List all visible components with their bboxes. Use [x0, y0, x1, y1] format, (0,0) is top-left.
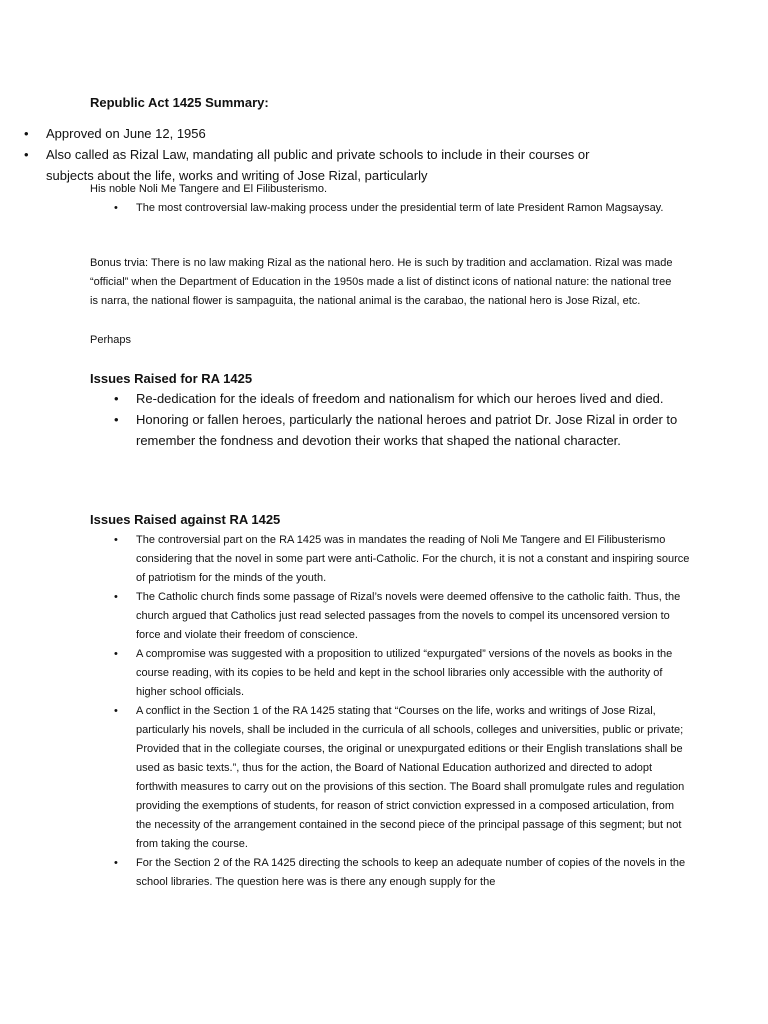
summary-heading: Republic Act 1425 Summary:: [90, 95, 269, 110]
summary-list: [0, 123, 600, 186]
issues-against-bullet-2: • The Catholic church finds some passage of Rizal’s novels were deemed offensive to the catholic faith. Thus, the church argued that Catholics just read selected passages from the novels to compel its uncensored version to force and violate their freedom of conscience.: [90, 588, 692, 645]
issues-against-bullet-5: • For the Section 2 of the RA 1425 directing the schools to keep an adequate number of copies of the novels in the school libraries. The question here was is there any enough supply for the: [90, 854, 692, 892]
issues-against-bullet-4: • A conflict in the Section 1 of the RA 1425 stating that “Courses on the life, works and writings of Jose Rizal, particularly his novels, shall be included in the curricula of all schools, colleges and universities, public or private; Provided that in the collegiate courses, the original or unexpurgated editions or their English translations shall be used as basic texts.”, thus for the action, the Board of National Education authorized and directed to adopt forthwith measures to carry out on the provisions of this section. The Board shall promulgate rules and regulation providing the exemptions of students, for reason of strict conviction expressed in a composed articulation, from the necessity of the arrangement contained in the second piece of the principal passage of this segment; but not from taking the course.: [90, 702, 692, 854]
summary-bullet-3: • The most controversial law-making process under the presidential term of late President Ramon Magsaysay.: [90, 199, 690, 218]
issues-for-heading: Issues Raised for RA 1425: [90, 371, 253, 386]
summary-list-2: [90, 199, 690, 218]
trivia-paragraph: Bonus trvia: There is no law making Rizal as the national hero. He is such by tradition and acclamation. Rizal was made “official” when the Department of Education in the 1950s made a list of distinct icons of national nature: the national tree is narra, the national flower is sampaguita, the national animal is the carabao, the national hero is Jose Rizal, etc.: [90, 257, 673, 307]
issues-against-heading: Issues Raised against RA 1425: [90, 512, 281, 527]
issues-against-list: [90, 531, 692, 892]
issues-against-bullet-1: • The controversial part on the RA 1425 was in mandates the reading of Noli Me Tangere and El Filibusterismo considering that the novel in some part were anti-Catholic. For the church, it is not a constant and inspiring source of patriotism for the minds of the youth.: [90, 531, 692, 588]
trivia-perhaps: Perhaps: [90, 334, 131, 346]
issues-against-bullet-3: • A compromise was suggested with a proposition to utilized “expurgated” versions of the novels as books in the course reading, with its copies to be held and kept in the school libraries only accessible with the authority of higher school officials.: [90, 645, 692, 702]
issues-for-bullet-2: • Honoring or fallen heroes, particularly the national heroes and patriot Dr. Jose Rizal in order to remember the fondness and devotion their works that shaped the national character.: [90, 409, 690, 451]
summary-bullet-2: • Also called as Rizal Law, mandating all public and private schools to include in their courses or subjects about the life, works and writing of Jose Rizal, particularly: [0, 144, 600, 186]
issues-for-bullet-1: • Re-dedication for the ideals of freedom and nationalism for which our heroes lived and died.: [90, 388, 690, 409]
summary-bullet-1: • Approved on June 12, 1956: [0, 123, 600, 144]
summary-continuation: His noble Noli Me Tangere and El Filibusterismo.: [90, 183, 328, 195]
issues-for-list: [90, 388, 690, 451]
